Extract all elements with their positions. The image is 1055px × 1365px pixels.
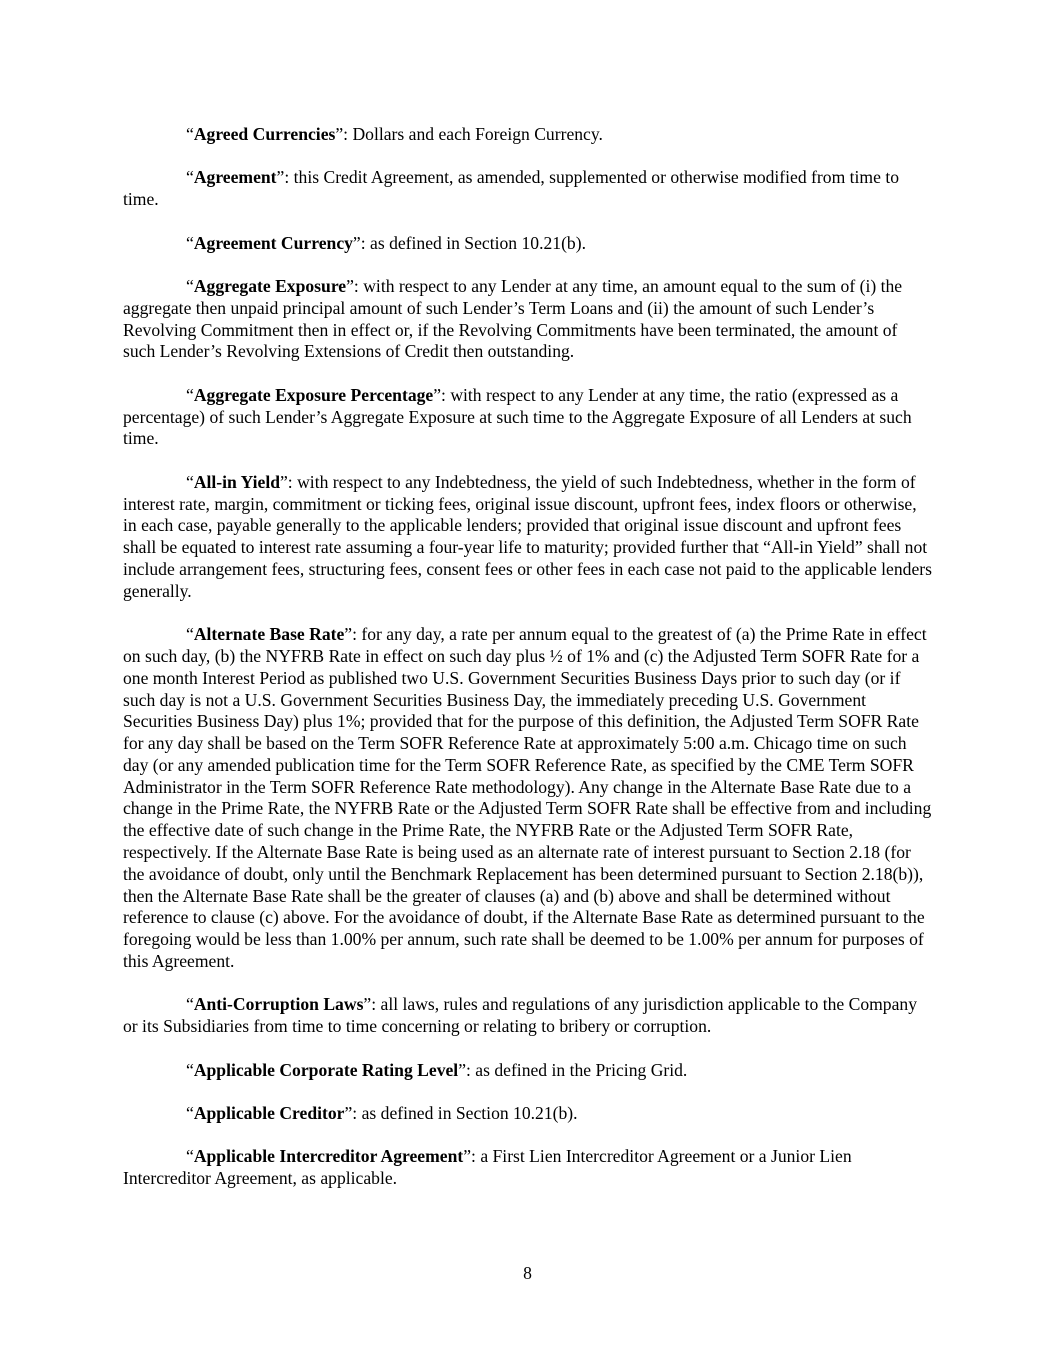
defined-term: Agreed Currencies — [193, 124, 336, 144]
definition-paragraph — [123, 1146, 933, 1190]
definition-text: ”: all laws, rules and regulations of any jurisdiction applicable to the Company or its Subsidiaries from time to time concerning or relating to bribery or corruption. — [123, 994, 917, 1037]
defined-term: Anti-Corruption Laws — [193, 994, 364, 1015]
defined-term: Agreement Currency — [193, 232, 353, 253]
definition-paragraph — [123, 472, 933, 603]
open-quote: “ — [186, 624, 194, 645]
open-quote: “ — [186, 384, 194, 405]
open-quote: “ — [186, 1103, 194, 1124]
definition-paragraph — [123, 276, 933, 363]
definitions-list — [123, 124, 933, 1212]
open-quote: “ — [186, 232, 194, 253]
open-quote: “ — [186, 471, 194, 492]
open-quote: “ — [186, 1059, 194, 1080]
definition-paragraph — [123, 233, 933, 255]
definition-paragraph — [123, 167, 933, 211]
open-quote: “ — [186, 167, 194, 188]
defined-term: Alternate Base Rate — [193, 624, 345, 645]
definition-text: ”: as defined in Section 10.21(b). — [352, 232, 586, 253]
definition-paragraph — [123, 994, 933, 1038]
definition-paragraph — [123, 385, 933, 450]
defined-term: Applicable Creditor — [193, 1103, 345, 1124]
definition-text: ”: this Credit Agreement, as amended, supplemented or otherwise modified from time to time. — [123, 167, 900, 210]
definition-paragraph — [123, 1060, 933, 1082]
definition-text: ”: a First Lien Intercreditor Agreement or a Junior Lien Intercreditor Agreement, as applicable. — [123, 1146, 852, 1189]
open-quote: “ — [186, 994, 194, 1015]
definition-paragraph — [123, 1103, 933, 1125]
open-quote: “ — [186, 124, 194, 144]
definition-paragraph — [123, 124, 933, 146]
definition-text: ”: as defined in Section 10.21(b). — [344, 1103, 578, 1124]
defined-term: Applicable Corporate Rating Level — [193, 1059, 459, 1080]
defined-term: Aggregate Exposure — [193, 275, 347, 296]
definition-text: ”: with respect to any Lender at any time, an amount equal to the sum of (i) the aggregate then unpaid principal amount of such Lender’s Term Loans and (ii) the amount of such Lender’s Revolving Commitment then in effect or, if the Revolving Commitments have been terminated, the amount of such Lender’s Revolving Extensions of Credit then outstanding. — [123, 275, 903, 362]
defined-term: Aggregate Exposure Percentage — [193, 384, 434, 405]
definition-paragraph — [123, 624, 933, 973]
definition-text: ”: with respect to any Indebtedness, the yield of such Indebtedness, whether in the form of interest rate, margin, commitment or ticking fees, original issue discount, upfront fees, index floors or otherwise, in each case, payable generally to the applicable lenders; provided that original issue discount and upfront fees shall be equated to interest rate assuming a four-year life to maturity; provided further that “All-in Yield” shall not include arrangement fees, structuring fees, consent fees or other fees in each case not paid to the applicable lenders generally. — [123, 471, 932, 601]
open-quote: “ — [186, 1146, 194, 1167]
page-number: 8 — [523, 1263, 532, 1283]
definition-text: ”: Dollars and each Foreign Currency. — [335, 124, 603, 144]
open-quote: “ — [186, 275, 194, 296]
defined-term: All-in Yield — [193, 471, 280, 492]
definition-text: ”: for any day, a rate per annum equal to the greatest of (a) the Prime Rate in effect on such day, (b) the NYFRB Rate in effect on such day plus ½ of 1% and (c) the Adjusted Term SOFR Rate for a one month Interest Period as published two U.S. Government Securities Business Days prior to such day (or if such day is not a U.S. Government Securities Business Day, the immediately preceding U.S. Government Securities Business Day) plus 1%; provided that for the purpose of this definition, the Adjusted Term SOFR Rate for any day shall be based on the Term SOFR Reference Rate at approximately 5:00 a.m. Chicago time on such day (or any amended publication time for the Term SOFR Reference Rate, as specified by the CME Term SOFR Administrator in the Term SOFR Reference Rate methodology). Any change in the Alternate Base Rate due to a change in the Prime Rate, the NYFRB Rate or the Adjusted Term SOFR Rate shall be effective from and including the effective date of such change in the Prime Rate, the NYFRB Rate or the Adjusted Term SOFR Rate, respectively. If the Alternate Base Rate is being used as an alternate rate of interest pursuant to Section 2.18 (for the avoidance of doubt, only until the Benchmark Replacement has been determined pursuant to Section 2.18(b)), then the Alternate Base Rate shall be the greater of clauses (a) and (b) above and shall be determined without reference to clause (c) above. For the avoidance of doubt, if the Alternate Base Rate as determined pursuant to the foregoing would be less than 1.00% per annum, such rate shall be deemed to be 1.00% per annum for purposes of this Agreement. — [123, 624, 932, 972]
defined-term: Agreement — [193, 167, 277, 188]
defined-term: Applicable Intercreditor Agreement — [193, 1146, 464, 1167]
definition-text: ”: with respect to any Lender at any time, the ratio (expressed as a percentage) of such Lender’s Aggregate Exposure at such time to the Aggregate Exposure of all Lenders at such time. — [123, 384, 912, 449]
definition-text: ”: as defined in the Pricing Grid. — [458, 1059, 688, 1080]
